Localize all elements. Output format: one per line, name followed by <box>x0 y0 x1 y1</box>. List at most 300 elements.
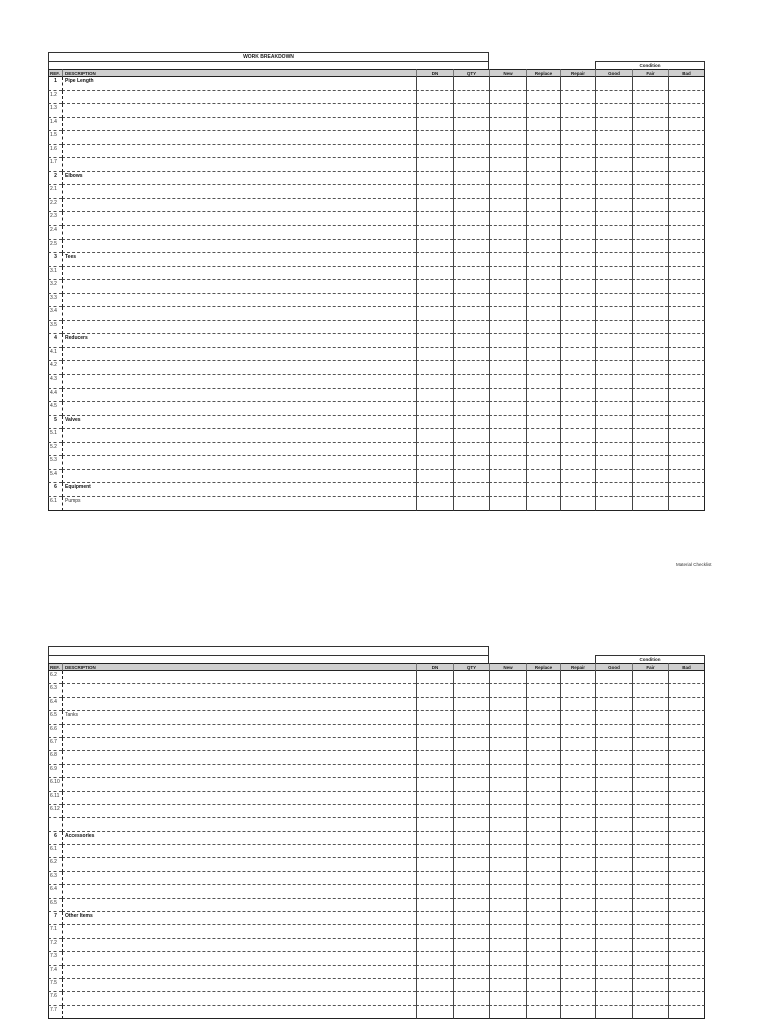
good-cell[interactable] <box>595 361 632 375</box>
repair-cell[interactable] <box>560 334 595 348</box>
replace-cell[interactable] <box>526 738 560 751</box>
replace-cell[interactable] <box>526 912 560 925</box>
replace-cell[interactable] <box>526 172 560 186</box>
good-cell[interactable] <box>595 172 632 186</box>
fair-cell[interactable] <box>632 858 668 871</box>
fair-cell[interactable] <box>632 185 668 199</box>
replace-cell[interactable] <box>526 483 560 497</box>
fair-cell[interactable] <box>632 671 668 684</box>
dn-cell[interactable] <box>416 698 453 711</box>
dn-cell[interactable] <box>416 172 453 186</box>
replace-cell[interactable] <box>526 240 560 254</box>
replace-cell[interactable] <box>526 751 560 764</box>
good-cell[interactable] <box>595 226 632 240</box>
new-cell[interactable] <box>489 240 526 254</box>
dn-cell[interactable] <box>416 483 453 497</box>
new-cell[interactable] <box>489 307 526 321</box>
bad-cell[interactable] <box>668 671 705 684</box>
good-cell[interactable] <box>595 470 632 484</box>
new-cell[interactable] <box>489 952 526 965</box>
repair-cell[interactable] <box>560 348 595 362</box>
qty-cell[interactable] <box>453 939 489 952</box>
bad-cell[interactable] <box>668 979 705 992</box>
new-cell[interactable] <box>489 885 526 898</box>
qty-cell[interactable] <box>453 158 489 172</box>
bad-cell[interactable] <box>668 818 705 831</box>
replace-cell[interactable] <box>526 267 560 281</box>
bad-cell[interactable] <box>668 212 705 226</box>
qty-cell[interactable] <box>453 497 489 511</box>
repair-cell[interactable] <box>560 429 595 443</box>
repair-cell[interactable] <box>560 158 595 172</box>
new-cell[interactable] <box>489 267 526 281</box>
bad-cell[interactable] <box>668 939 705 952</box>
replace-cell[interactable] <box>526 992 560 1005</box>
good-cell[interactable] <box>595 334 632 348</box>
repair-cell[interactable] <box>560 240 595 254</box>
new-cell[interactable] <box>489 416 526 430</box>
new-cell[interactable] <box>489 966 526 979</box>
qty-cell[interactable] <box>453 199 489 213</box>
qty-cell[interactable] <box>453 267 489 281</box>
qty-cell[interactable] <box>453 818 489 831</box>
bad-cell[interactable] <box>668 684 705 697</box>
replace-cell[interactable] <box>526 158 560 172</box>
good-cell[interactable] <box>595 294 632 308</box>
dn-cell[interactable] <box>416 334 453 348</box>
new-cell[interactable] <box>489 832 526 845</box>
good-cell[interactable] <box>595 158 632 172</box>
replace-cell[interactable] <box>526 818 560 831</box>
new-cell[interactable] <box>489 818 526 831</box>
repair-cell[interactable] <box>560 751 595 764</box>
repair-cell[interactable] <box>560 778 595 791</box>
good-cell[interactable] <box>595 899 632 912</box>
replace-cell[interactable] <box>526 725 560 738</box>
bad-cell[interactable] <box>668 751 705 764</box>
dn-cell[interactable] <box>416 77 453 91</box>
fair-cell[interactable] <box>632 725 668 738</box>
bad-cell[interactable] <box>668 294 705 308</box>
good-cell[interactable] <box>595 185 632 199</box>
replace-cell[interactable] <box>526 389 560 403</box>
good-cell[interactable] <box>595 912 632 925</box>
qty-cell[interactable] <box>453 375 489 389</box>
new-cell[interactable] <box>489 751 526 764</box>
qty-cell[interactable] <box>453 483 489 497</box>
dn-cell[interactable] <box>416 952 453 965</box>
bad-cell[interactable] <box>668 497 705 511</box>
bad-cell[interactable] <box>668 361 705 375</box>
repair-cell[interactable] <box>560 212 595 226</box>
qty-cell[interactable] <box>453 952 489 965</box>
fair-cell[interactable] <box>632 992 668 1005</box>
fair-cell[interactable] <box>632 765 668 778</box>
new-cell[interactable] <box>489 280 526 294</box>
repair-cell[interactable] <box>560 671 595 684</box>
bad-cell[interactable] <box>668 226 705 240</box>
new-cell[interactable] <box>489 845 526 858</box>
dn-cell[interactable] <box>416 671 453 684</box>
fair-cell[interactable] <box>632 253 668 267</box>
replace-cell[interactable] <box>526 280 560 294</box>
good-cell[interactable] <box>595 77 632 91</box>
dn-cell[interactable] <box>416 131 453 145</box>
replace-cell[interactable] <box>526 402 560 416</box>
fair-cell[interactable] <box>632 738 668 751</box>
new-cell[interactable] <box>489 805 526 818</box>
good-cell[interactable] <box>595 416 632 430</box>
fair-cell[interactable] <box>632 684 668 697</box>
new-cell[interactable] <box>489 118 526 132</box>
dn-cell[interactable] <box>416 348 453 362</box>
new-cell[interactable] <box>489 77 526 91</box>
fair-cell[interactable] <box>632 131 668 145</box>
good-cell[interactable] <box>595 805 632 818</box>
qty-cell[interactable] <box>453 172 489 186</box>
qty-cell[interactable] <box>453 832 489 845</box>
new-cell[interactable] <box>489 483 526 497</box>
dn-cell[interactable] <box>416 443 453 457</box>
new-cell[interactable] <box>489 456 526 470</box>
good-cell[interactable] <box>595 765 632 778</box>
replace-cell[interactable] <box>526 226 560 240</box>
new-cell[interactable] <box>489 172 526 186</box>
new-cell[interactable] <box>489 443 526 457</box>
good-cell[interactable] <box>595 671 632 684</box>
bad-cell[interactable] <box>668 334 705 348</box>
repair-cell[interactable] <box>560 321 595 335</box>
bad-cell[interactable] <box>668 738 705 751</box>
good-cell[interactable] <box>595 738 632 751</box>
dn-cell[interactable] <box>416 294 453 308</box>
fair-cell[interactable] <box>632 443 668 457</box>
replace-cell[interactable] <box>526 765 560 778</box>
good-cell[interactable] <box>595 939 632 952</box>
qty-cell[interactable] <box>453 307 489 321</box>
dn-cell[interactable] <box>416 858 453 871</box>
good-cell[interactable] <box>595 992 632 1005</box>
new-cell[interactable] <box>489 429 526 443</box>
qty-cell[interactable] <box>453 91 489 105</box>
dn-cell[interactable] <box>416 226 453 240</box>
bad-cell[interactable] <box>668 952 705 965</box>
qty-cell[interactable] <box>453 899 489 912</box>
fair-cell[interactable] <box>632 307 668 321</box>
replace-cell[interactable] <box>526 253 560 267</box>
replace-cell[interactable] <box>526 966 560 979</box>
replace-cell[interactable] <box>526 212 560 226</box>
good-cell[interactable] <box>595 698 632 711</box>
bad-cell[interactable] <box>668 429 705 443</box>
new-cell[interactable] <box>489 91 526 105</box>
good-cell[interactable] <box>595 402 632 416</box>
repair-cell[interactable] <box>560 684 595 697</box>
repair-cell[interactable] <box>560 738 595 751</box>
fair-cell[interactable] <box>632 966 668 979</box>
repair-cell[interactable] <box>560 899 595 912</box>
dn-cell[interactable] <box>416 925 453 938</box>
new-cell[interactable] <box>489 402 526 416</box>
new-cell[interactable] <box>489 104 526 118</box>
fair-cell[interactable] <box>632 91 668 105</box>
qty-cell[interactable] <box>453 104 489 118</box>
dn-cell[interactable] <box>416 402 453 416</box>
qty-cell[interactable] <box>453 671 489 684</box>
good-cell[interactable] <box>595 443 632 457</box>
qty-cell[interactable] <box>453 416 489 430</box>
good-cell[interactable] <box>595 952 632 965</box>
good-cell[interactable] <box>595 751 632 764</box>
bad-cell[interactable] <box>668 321 705 335</box>
fair-cell[interactable] <box>632 792 668 805</box>
good-cell[interactable] <box>595 389 632 403</box>
qty-cell[interactable] <box>453 280 489 294</box>
replace-cell[interactable] <box>526 711 560 724</box>
dn-cell[interactable] <box>416 1006 453 1019</box>
new-cell[interactable] <box>489 792 526 805</box>
fair-cell[interactable] <box>632 118 668 132</box>
bad-cell[interactable] <box>668 185 705 199</box>
good-cell[interactable] <box>595 240 632 254</box>
good-cell[interactable] <box>595 280 632 294</box>
replace-cell[interactable] <box>526 832 560 845</box>
bad-cell[interactable] <box>668 966 705 979</box>
new-cell[interactable] <box>489 738 526 751</box>
bad-cell[interactable] <box>668 172 705 186</box>
qty-cell[interactable] <box>453 334 489 348</box>
repair-cell[interactable] <box>560 226 595 240</box>
replace-cell[interactable] <box>526 885 560 898</box>
fair-cell[interactable] <box>632 912 668 925</box>
repair-cell[interactable] <box>560 118 595 132</box>
good-cell[interactable] <box>595 348 632 362</box>
fair-cell[interactable] <box>632 952 668 965</box>
good-cell[interactable] <box>595 925 632 938</box>
qty-cell[interactable] <box>453 711 489 724</box>
fair-cell[interactable] <box>632 389 668 403</box>
fair-cell[interactable] <box>632 267 668 281</box>
repair-cell[interactable] <box>560 952 595 965</box>
fair-cell[interactable] <box>632 483 668 497</box>
good-cell[interactable] <box>595 104 632 118</box>
dn-cell[interactable] <box>416 240 453 254</box>
replace-cell[interactable] <box>526 375 560 389</box>
replace-cell[interactable] <box>526 497 560 511</box>
fair-cell[interactable] <box>632 294 668 308</box>
fair-cell[interactable] <box>632 226 668 240</box>
good-cell[interactable] <box>595 725 632 738</box>
qty-cell[interactable] <box>453 361 489 375</box>
fair-cell[interactable] <box>632 818 668 831</box>
new-cell[interactable] <box>489 389 526 403</box>
replace-cell[interactable] <box>526 899 560 912</box>
repair-cell[interactable] <box>560 280 595 294</box>
replace-cell[interactable] <box>526 104 560 118</box>
dn-cell[interactable] <box>416 872 453 885</box>
repair-cell[interactable] <box>560 91 595 105</box>
replace-cell[interactable] <box>526 979 560 992</box>
dn-cell[interactable] <box>416 104 453 118</box>
bad-cell[interactable] <box>668 483 705 497</box>
bad-cell[interactable] <box>668 885 705 898</box>
fair-cell[interactable] <box>632 832 668 845</box>
qty-cell[interactable] <box>453 389 489 403</box>
fair-cell[interactable] <box>632 939 668 952</box>
dn-cell[interactable] <box>416 845 453 858</box>
dn-cell[interactable] <box>416 267 453 281</box>
repair-cell[interactable] <box>560 698 595 711</box>
qty-cell[interactable] <box>453 185 489 199</box>
bad-cell[interactable] <box>668 104 705 118</box>
new-cell[interactable] <box>489 226 526 240</box>
new-cell[interactable] <box>489 858 526 871</box>
qty-cell[interactable] <box>453 253 489 267</box>
qty-cell[interactable] <box>453 872 489 885</box>
repair-cell[interactable] <box>560 939 595 952</box>
dn-cell[interactable] <box>416 280 453 294</box>
new-cell[interactable] <box>489 671 526 684</box>
dn-cell[interactable] <box>416 145 453 159</box>
good-cell[interactable] <box>595 321 632 335</box>
dn-cell[interactable] <box>416 307 453 321</box>
repair-cell[interactable] <box>560 199 595 213</box>
repair-cell[interactable] <box>560 172 595 186</box>
qty-cell[interactable] <box>453 885 489 898</box>
repair-cell[interactable] <box>560 131 595 145</box>
good-cell[interactable] <box>595 966 632 979</box>
dn-cell[interactable] <box>416 212 453 226</box>
fair-cell[interactable] <box>632 375 668 389</box>
fair-cell[interactable] <box>632 711 668 724</box>
replace-cell[interactable] <box>526 91 560 105</box>
replace-cell[interactable] <box>526 334 560 348</box>
qty-cell[interactable] <box>453 845 489 858</box>
qty-cell[interactable] <box>453 725 489 738</box>
replace-cell[interactable] <box>526 77 560 91</box>
bad-cell[interactable] <box>668 389 705 403</box>
bad-cell[interactable] <box>668 240 705 254</box>
repair-cell[interactable] <box>560 77 595 91</box>
qty-cell[interactable] <box>453 321 489 335</box>
dn-cell[interactable] <box>416 899 453 912</box>
qty-cell[interactable] <box>453 751 489 764</box>
bad-cell[interactable] <box>668 899 705 912</box>
good-cell[interactable] <box>595 818 632 831</box>
good-cell[interactable] <box>595 497 632 511</box>
new-cell[interactable] <box>489 185 526 199</box>
replace-cell[interactable] <box>526 778 560 791</box>
dn-cell[interactable] <box>416 912 453 925</box>
good-cell[interactable] <box>595 199 632 213</box>
fair-cell[interactable] <box>632 199 668 213</box>
replace-cell[interactable] <box>526 671 560 684</box>
replace-cell[interactable] <box>526 131 560 145</box>
fair-cell[interactable] <box>632 212 668 226</box>
replace-cell[interactable] <box>526 792 560 805</box>
dn-cell[interactable] <box>416 118 453 132</box>
repair-cell[interactable] <box>560 872 595 885</box>
replace-cell[interactable] <box>526 805 560 818</box>
dn-cell[interactable] <box>416 711 453 724</box>
qty-cell[interactable] <box>453 118 489 132</box>
replace-cell[interactable] <box>526 925 560 938</box>
dn-cell[interactable] <box>416 805 453 818</box>
repair-cell[interactable] <box>560 416 595 430</box>
new-cell[interactable] <box>489 497 526 511</box>
qty-cell[interactable] <box>453 684 489 697</box>
fair-cell[interactable] <box>632 1006 668 1019</box>
good-cell[interactable] <box>595 872 632 885</box>
fair-cell[interactable] <box>632 145 668 159</box>
repair-cell[interactable] <box>560 912 595 925</box>
fair-cell[interactable] <box>632 778 668 791</box>
repair-cell[interactable] <box>560 267 595 281</box>
fair-cell[interactable] <box>632 402 668 416</box>
repair-cell[interactable] <box>560 885 595 898</box>
repair-cell[interactable] <box>560 711 595 724</box>
repair-cell[interactable] <box>560 925 595 938</box>
good-cell[interactable] <box>595 91 632 105</box>
good-cell[interactable] <box>595 456 632 470</box>
new-cell[interactable] <box>489 131 526 145</box>
qty-cell[interactable] <box>453 77 489 91</box>
dn-cell[interactable] <box>416 792 453 805</box>
bad-cell[interactable] <box>668 992 705 1005</box>
good-cell[interactable] <box>595 711 632 724</box>
dn-cell[interactable] <box>416 456 453 470</box>
repair-cell[interactable] <box>560 361 595 375</box>
dn-cell[interactable] <box>416 185 453 199</box>
bad-cell[interactable] <box>668 402 705 416</box>
repair-cell[interactable] <box>560 845 595 858</box>
qty-cell[interactable] <box>453 429 489 443</box>
dn-cell[interactable] <box>416 361 453 375</box>
new-cell[interactable] <box>489 939 526 952</box>
bad-cell[interactable] <box>668 77 705 91</box>
repair-cell[interactable] <box>560 443 595 457</box>
fair-cell[interactable] <box>632 470 668 484</box>
good-cell[interactable] <box>595 118 632 132</box>
replace-cell[interactable] <box>526 698 560 711</box>
replace-cell[interactable] <box>526 939 560 952</box>
replace-cell[interactable] <box>526 952 560 965</box>
good-cell[interactable] <box>595 792 632 805</box>
bad-cell[interactable] <box>668 805 705 818</box>
good-cell[interactable] <box>595 684 632 697</box>
dn-cell[interactable] <box>416 375 453 389</box>
qty-cell[interactable] <box>453 226 489 240</box>
new-cell[interactable] <box>489 899 526 912</box>
bad-cell[interactable] <box>668 872 705 885</box>
replace-cell[interactable] <box>526 307 560 321</box>
replace-cell[interactable] <box>526 416 560 430</box>
repair-cell[interactable] <box>560 456 595 470</box>
bad-cell[interactable] <box>668 307 705 321</box>
new-cell[interactable] <box>489 711 526 724</box>
replace-cell[interactable] <box>526 321 560 335</box>
fair-cell[interactable] <box>632 845 668 858</box>
bad-cell[interactable] <box>668 778 705 791</box>
bad-cell[interactable] <box>668 416 705 430</box>
fair-cell[interactable] <box>632 925 668 938</box>
replace-cell[interactable] <box>526 684 560 697</box>
qty-cell[interactable] <box>453 792 489 805</box>
qty-cell[interactable] <box>453 698 489 711</box>
qty-cell[interactable] <box>453 145 489 159</box>
bad-cell[interactable] <box>668 725 705 738</box>
fair-cell[interactable] <box>632 172 668 186</box>
